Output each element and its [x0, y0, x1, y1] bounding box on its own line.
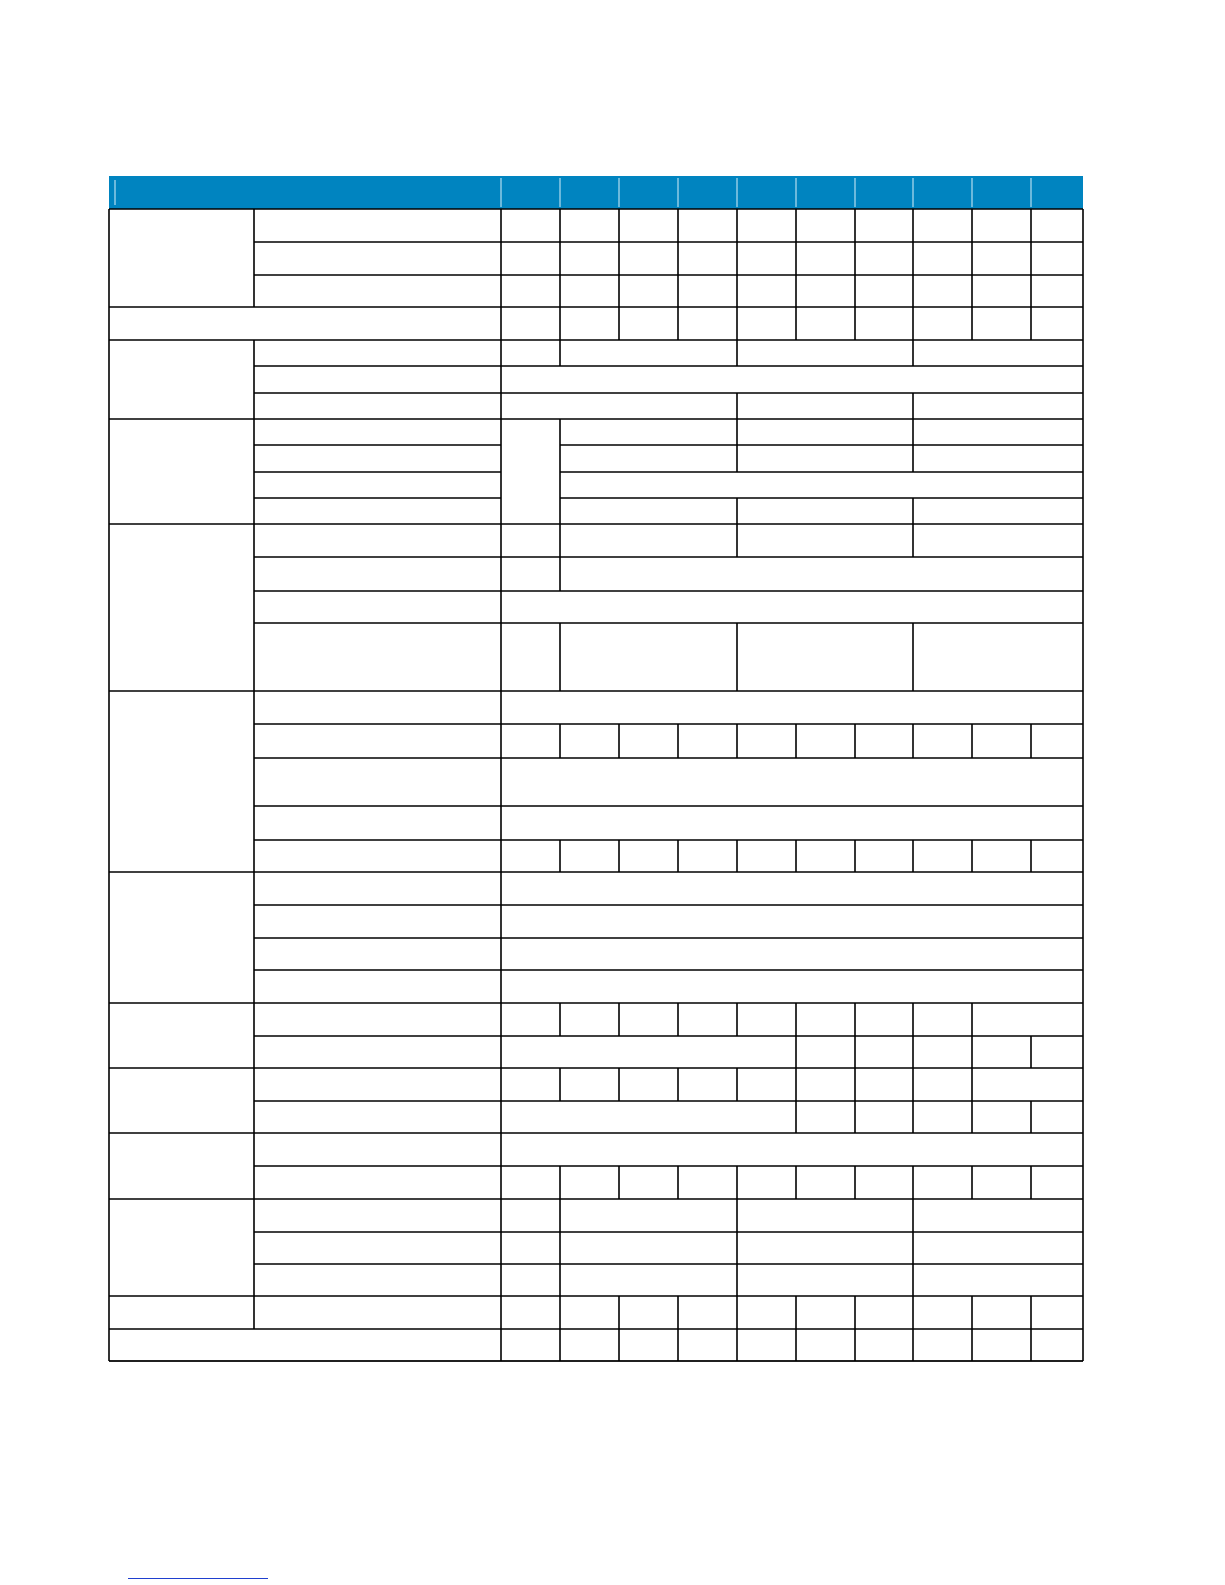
specification-table — [108, 175, 1084, 1362]
table-header-bar — [109, 176, 1083, 209]
footer-link-underline — [128, 1578, 268, 1579]
table-grid — [108, 175, 1084, 1362]
